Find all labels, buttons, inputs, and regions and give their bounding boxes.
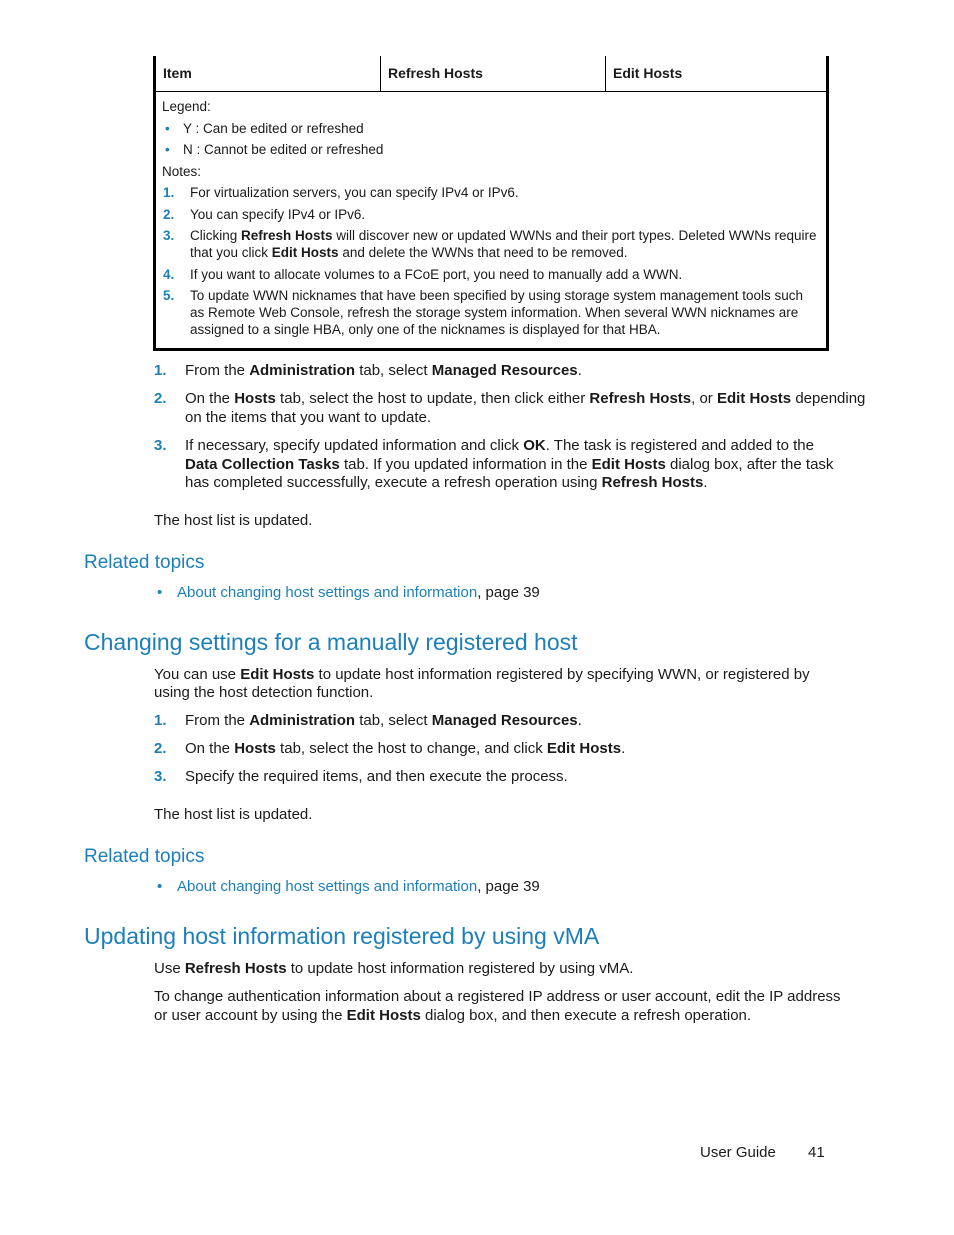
- legend-item: Y : Can be edited or refreshed: [183, 121, 364, 136]
- section-heading: Updating host information registered by using vMA: [84, 923, 600, 949]
- paragraph: To change authentication information about a registered IP address or user account, edit the IP address: [154, 988, 841, 1005]
- step-number: 1.: [154, 712, 167, 729]
- note-text: assigned to a single HBA, only one of the nicknames is displayed for that HBA.: [190, 322, 661, 337]
- paragraph: using the host detection function.: [154, 684, 374, 701]
- hosts-table: [153, 56, 829, 351]
- step-text: If necessary, specify updated information and click OK. The task is registered and added to the: [185, 437, 814, 454]
- related-topic-item: About changing host settings and information, page 39: [177, 878, 540, 895]
- legend-bullet: •: [165, 121, 170, 136]
- related-topic-item: About changing host settings and information, page 39: [177, 584, 540, 601]
- legend-label: Legend:: [162, 99, 211, 114]
- step-text: From the Administration tab, select Managed Resources.: [185, 712, 582, 729]
- result-text: The host list is updated.: [154, 512, 313, 529]
- section-heading: Changing settings for a manually registered host: [84, 629, 578, 655]
- related-topic-link[interactable]: About changing host settings and information: [177, 584, 478, 601]
- step-number: 3.: [154, 768, 167, 785]
- note-text: as Remote Web Console, refresh the storage system information. When several WWN nicknames are: [190, 305, 799, 320]
- legend-item: N : Cannot be edited or refreshed: [183, 142, 384, 157]
- step-number: 2.: [154, 390, 167, 407]
- paragraph: Use Refresh Hosts to update host information registered by using vMA.: [154, 960, 634, 977]
- step-number: 3.: [154, 437, 167, 454]
- note-text: For virtualization servers, you can specify IPv4 or IPv6.: [190, 185, 519, 200]
- notes-label: Notes:: [162, 164, 202, 179]
- table-header-row: [156, 56, 826, 92]
- header-edit-hosts: Edit Hosts: [613, 65, 683, 81]
- note-number: 4.: [163, 267, 175, 282]
- header-item: Item: [163, 65, 192, 81]
- note-number: 3.: [163, 228, 175, 243]
- note-text: Clicking Refresh Hosts will discover new or updated WWNs and their port types. Deleted WWNs require: [190, 228, 817, 243]
- step-number: 2.: [154, 740, 167, 757]
- step-text: Specify the required items, and then execute the process.: [185, 768, 568, 785]
- note-number: 1.: [163, 185, 175, 200]
- note-text: If you want to allocate volumes to a FCoE port, you need to manually add a WWN.: [190, 267, 683, 282]
- step-text: On the Hosts tab, select the host to change, and click Edit Hosts.: [185, 740, 626, 757]
- note-text: that you click Edit Hosts and delete the WWNs that need to be removed.: [190, 245, 628, 260]
- step-text: From the Administration tab, select Managed Resources.: [185, 362, 582, 379]
- step-text: Data Collection Tasks tab. If you updated information in the Edit Hosts dialog box, after the task: [185, 456, 834, 473]
- step-text: On the Hosts tab, select the host to update, then click either Refresh Hosts, or Edit Hosts depending: [185, 390, 866, 407]
- note-text: To update WWN nicknames that have been specified by using storage system management tools such: [190, 288, 804, 303]
- header-refresh-hosts: Refresh Hosts: [388, 65, 483, 81]
- result-text: The host list is updated.: [154, 806, 313, 823]
- paragraph: or user account by using the Edit Hosts dialog box, and then execute a refresh operation.: [154, 1007, 752, 1024]
- note-number: 2.: [163, 207, 175, 222]
- bullet: •: [157, 878, 163, 895]
- legend-bullet: •: [165, 142, 170, 157]
- page-number: 41: [808, 1144, 825, 1161]
- related-topic-link[interactable]: About changing host settings and information: [177, 878, 478, 895]
- step-number: 1.: [154, 362, 167, 379]
- related-topics-heading: Related topics: [84, 846, 205, 867]
- bullet: •: [157, 584, 163, 601]
- related-topics-heading: Related topics: [84, 552, 205, 573]
- note-text: You can specify IPv4 or IPv6.: [190, 207, 366, 222]
- paragraph: You can use Edit Hosts to update host information registered by specifying WWN, or registered by: [154, 666, 810, 683]
- step-text: on the items that you want to update.: [185, 409, 431, 426]
- step-text: has completed successfully, execute a refresh operation using Refresh Hosts.: [185, 474, 708, 491]
- note-number: 5.: [163, 288, 175, 303]
- footer-label: User Guide: [700, 1144, 776, 1161]
